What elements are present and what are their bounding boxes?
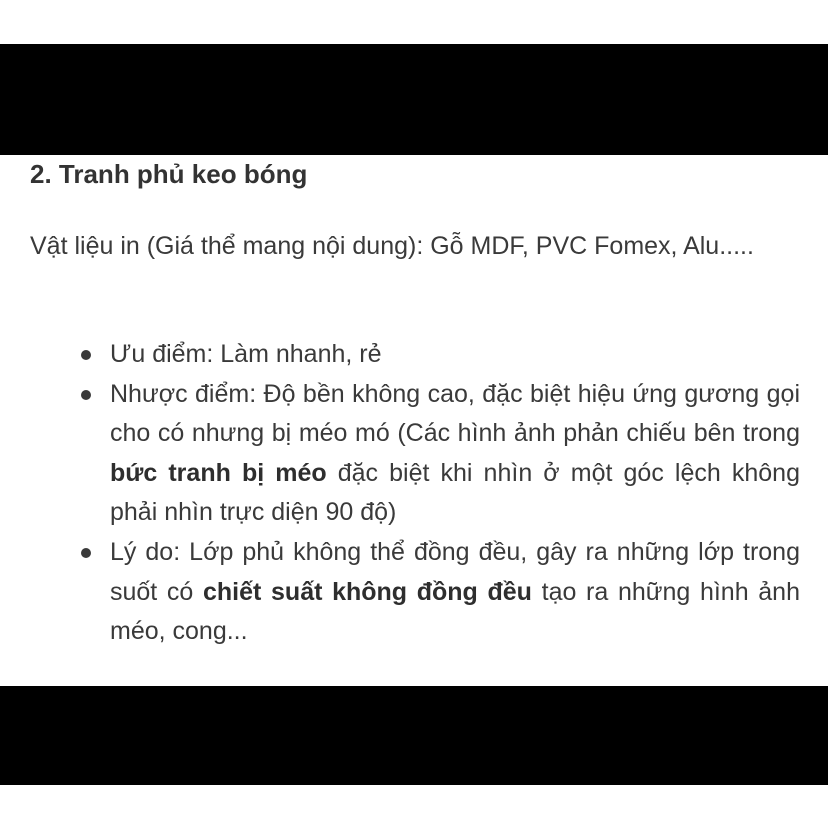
list-item-reason	[110, 533, 800, 652]
bottom-black-band	[0, 686, 828, 785]
bullet-dot-icon	[81, 390, 91, 400]
bullet-dot-icon	[81, 350, 91, 360]
reason-text-after: tạo ra những hình ảnh méo, cong...	[110, 577, 800, 646]
bullet-dot-icon	[81, 548, 91, 558]
top-black-band	[0, 44, 828, 155]
advantage-text: Ưu điểm: Làm nhanh, rẻ	[110, 340, 382, 368]
reason-emphasis: chiết suất không đồng đều	[203, 577, 532, 606]
document-content	[30, 155, 800, 686]
section-heading: 2. Tranh phủ keo bóng	[30, 159, 308, 189]
bullet-list	[110, 335, 800, 652]
list-item-disadvantage	[110, 375, 800, 533]
reason-text-before: Lý do: Lớp phủ không thể đồng đều, gây ra những lớp trong suốt có	[110, 537, 800, 606]
disadvantage-text-before: Nhược điểm: Độ bền không cao, đặc biệt hiệu ứng gương gọi cho có nhưng bị méo mó (Các hình ảnh phản chiếu bên trong	[110, 379, 800, 448]
intro-paragraph: Vật liệu in (Giá thể mang nội dung): Gỗ MDF, PVC Fomex, Alu.....	[30, 232, 754, 260]
list-item-advantage	[110, 335, 800, 375]
disadvantage-text-after: đặc biệt khi nhìn ở một góc lệch không phải nhìn trực diện 90 độ)	[110, 458, 800, 527]
disadvantage-emphasis: bức tranh bị méo	[110, 458, 327, 487]
